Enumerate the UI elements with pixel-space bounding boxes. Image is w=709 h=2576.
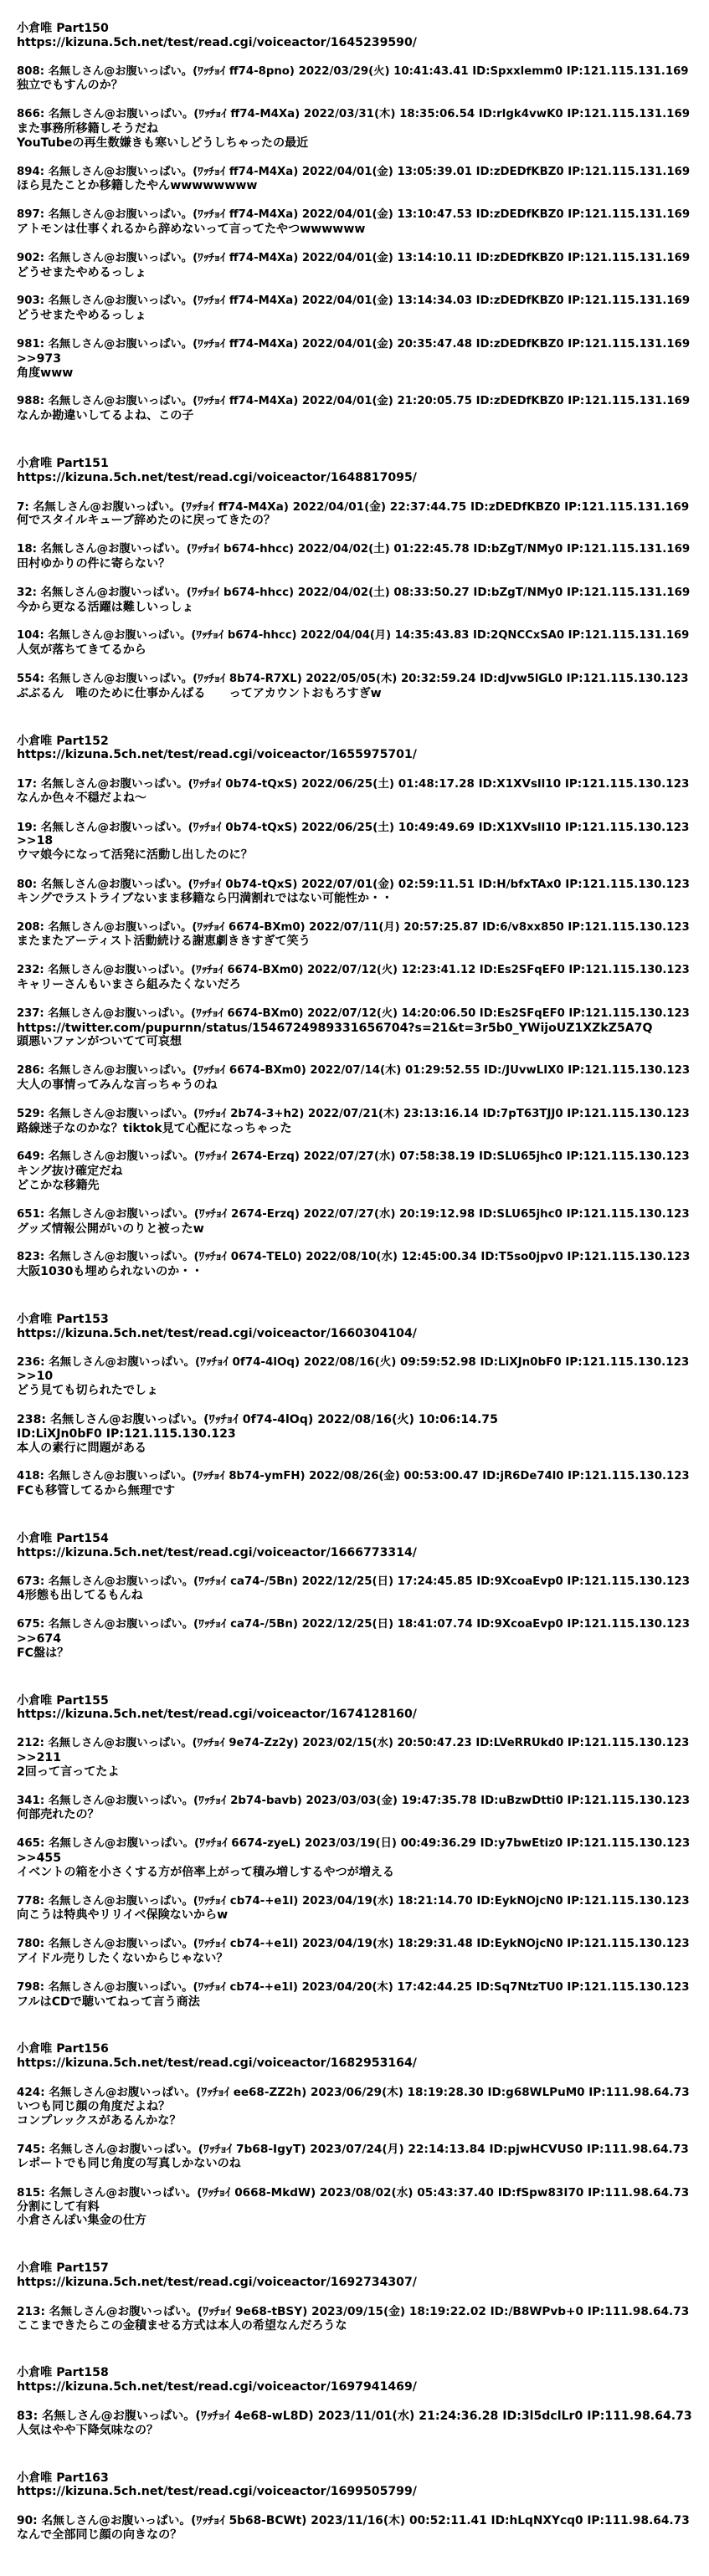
post [17, 1470, 692, 1498]
post-body [17, 122, 692, 151]
thread-title: 小倉唯 Part153 [17, 1313, 109, 1327]
post-line: キング抜け確定だね [17, 1165, 123, 1179]
post-line: コンプレックスがあるんかな？ [17, 2113, 182, 2128]
post-body [17, 2200, 692, 2229]
post-line: キャリーさんもいまさら組みたくないだろ [17, 978, 241, 992]
thread-section [17, 1532, 692, 1661]
thread-url[interactable]: https://kizuna.5ch.net/test/read.cgi/voiceactor/1697941469/ [17, 2380, 417, 2394]
thread-title: 小倉唯 Part152 [17, 734, 109, 748]
post-line: アイドル売りしたくないからじゃない？ [17, 1951, 229, 1965]
post-line: レポートでも同じ角度の写真しかないのね [17, 2157, 241, 2171]
post-body [17, 791, 692, 806]
post-line: FC盤は？ [17, 1646, 69, 1660]
post-body [17, 79, 692, 93]
post-link[interactable]: >>211 [17, 1750, 62, 1764]
thread-section [17, 22, 692, 423]
post-line: キングでラストライブないまま移籍なら円満割れではない可能性か・・ [17, 891, 393, 905]
post-line: どこかな移籍先 [17, 1179, 100, 1193]
post-body [17, 1022, 692, 1050]
post-line: 人気が落ちてきてるから [17, 643, 146, 658]
post-header: 815: 名無しさん@お腹いっぱい。(ﾜｯﾁｮｲ 0668-MkdW) 2023/08/02(水) 05:43:37.40 ID:fSpw83I70 IP:111.98.64.73 [17, 2185, 690, 2200]
post [17, 821, 692, 863]
post-link[interactable]: >>674 [17, 1631, 62, 1646]
post [17, 964, 692, 992]
post-body [17, 1078, 692, 1093]
post-line: YouTubeの再生数嫌きも寒いしどうしちゃったの最近 [17, 136, 309, 150]
post-line: グッズ情報公開がいのりと被ったw [17, 1221, 204, 1236]
post-header: 236: 名無しさん@お腹いっぱい。(ﾜｯﾁｮｲ 0f74-4lOq) 2022/08/16(火) 09:59:52.98 ID:LiXJn0bF0 IP:121.115.130.123 [17, 1355, 690, 1369]
post-line: フルはCDで聴いてねって言う商法 [17, 1995, 200, 2009]
post [17, 166, 692, 194]
post-header: 798: 名無しさん@お腹いっぱい。(ﾜｯﾁｮｲ cb74-+e1l) 2023/04/20(木) 17:42:44.25 ID:Sq7NtzTU0 IP:121.115.130.123 [17, 1980, 690, 1994]
post-header: 554: 名無しさん@お腹いっぱい。(ﾜｯﾁｮｲ 8b74-R7XL) 2022/05/05(木) 20:32:59.24 ID:dJvw5lGL0 IP:121.115.130.123 [17, 672, 689, 685]
post-body [17, 1632, 692, 1661]
post-body [17, 1265, 692, 1279]
thread-url[interactable]: https://kizuna.5ch.net/test/read.cgi/voiceactor/1682953164/ [17, 2056, 417, 2071]
post [17, 252, 692, 280]
thread-title: 小倉唯 Part157 [17, 2261, 109, 2276]
post [17, 1356, 692, 1398]
post [17, 2410, 692, 2438]
post-body [17, 978, 692, 992]
post-header: 232: 名無しさん@お腹いっぱい。(ﾜｯﾁｮｲ 6674-BXm0) 2022/07/12(火) 12:23:41.12 ID:Es2SFqEF0 IP:121.115.130.123 [17, 964, 690, 977]
post-body [17, 2319, 692, 2333]
post-body [17, 1808, 692, 1822]
post-header: 745: 名無しさん@お腹いっぱい。(ﾜｯﾁｮｲ 7b68-IgyT) 2023/07/24(月) 22:14:13.84 ID:pjwHCVUS0 IP:111.98.64.73 [17, 2143, 689, 2157]
post-body [17, 834, 692, 863]
post-header: 894: 名無しさん@お腹いっぱい。(ﾜｯﾁｮｲ ff74-M4Xa) 2022/04/01(金) 13:05:39.01 ID:zDEDfKBZ0 IP:121.115.131.169 [17, 165, 691, 178]
post-line: 路線迷子なのかな？tiktok見て心配になっちゃった [17, 1121, 292, 1135]
thread-url[interactable]: https://kizuna.5ch.net/test/read.cgi/voiceactor/1655975701/ [17, 748, 417, 762]
post-header: 988: 名無しさん@お腹いっぱい。(ﾜｯﾁｮｲ ff74-M4Xa) 2022/04/01(金) 21:20:05.75 ID:zDEDfKBZ0 IP:121.115.131.169 [17, 395, 691, 408]
post [17, 1007, 692, 1049]
post [17, 395, 692, 423]
post-header: 213: 名無しさん@お腹いっぱい。(ﾜｯﾁｮｲ 9e68-tBSY) 2023/09/15(金) 18:19:22.02 ID:/B8WPvb+0 IP:111.98.64.73 [17, 2304, 690, 2318]
post-header: 17: 名無しさん@お腹いっぱい。(ﾜｯﾁｮｲ 0b74-tQxS) 2022/06/25(土) 01:48:17.28 ID:X1XVsll10 IP:121.115.130.123 [17, 777, 690, 791]
thread-url[interactable]: https://kizuna.5ch.net/test/read.cgi/voiceactor/1692734307/ [17, 2276, 417, 2290]
post-line: 今から更なる活躍は難しいっしょ [17, 600, 194, 614]
post [17, 2186, 692, 2228]
post-body [17, 179, 692, 193]
post [17, 500, 692, 529]
post-link[interactable]: >>455 [17, 1851, 62, 1865]
post-line: 何部売れたの？ [17, 1808, 100, 1822]
post [17, 1795, 692, 1823]
post-line: 角度www [17, 366, 74, 380]
post-body [17, 687, 692, 701]
post [17, 2143, 692, 2171]
post [17, 777, 692, 806]
post-header: 19: 名無しさん@お腹いっぱい。(ﾜｯﾁｮｲ 0b74-tQxS) 2022/06/25(土) 10:49:49.69 ID:X1XVsll10 IP:121.115.130.123 [17, 820, 690, 834]
post-link[interactable]: >>973 [17, 351, 62, 366]
post-line: 向こうは特典やリリイベ保険ないからw [17, 1908, 229, 1923]
post-body [17, 2100, 692, 2128]
thread-section [17, 1313, 692, 1498]
post-link[interactable]: >>10 [17, 1370, 54, 1384]
post-header: 237: 名無しさん@お腹いっぱい。(ﾜｯﾁｮｲ 6674-BXm0) 2022/07/12(火) 14:20:06.50 ID:Es2SFqEF0 IP:121.115.130.123 [17, 1006, 690, 1020]
post-header: 529: 名無しさん@お腹いっぱい。(ﾜｯﾁｮｲ 2b74-3+h2) 2022/07/21(木) 23:13:16.14 ID:7pT63TJJ0 IP:121.115.130.123 [17, 1107, 690, 1120]
thread-section [17, 457, 692, 701]
post [17, 338, 692, 380]
post [17, 1895, 692, 1923]
post-body [17, 892, 692, 906]
post-header: 208: 名無しさん@お腹いっぱい。(ﾜｯﾁｮｲ 6674-BXm0) 2022/07/11(月) 20:57:25.87 ID:6/v8xx850 IP:121.115.130.123 [17, 920, 690, 934]
thread-title: 小倉唯 Part156 [17, 2042, 109, 2056]
post [17, 1251, 692, 1279]
post [17, 586, 692, 615]
post-header: 903: 名無しさん@お腹いっぱい。(ﾜｯﾁｮｲ ff74-M4Xa) 2022/04/01(金) 13:14:34.03 ID:zDEDfKBZ0 IP:121.115.131.169 [17, 294, 691, 308]
post-link[interactable]: https://twitter.com/pupurnn/status/1546724989331656704?s=21&t=3r5b0_YWijoUZ1XZkZ5A7Q [17, 1021, 653, 1035]
post-header: 866: 名無しさん@お腹いっぱい。(ﾜｯﾁｮｲ ff74-M4Xa) 2022/03/31(木) 18:35:06.54 ID:rlgk4vwK0 IP:121.115.131.169 [17, 108, 691, 121]
post-header: 465: 名無しさん@お腹いっぱい。(ﾜｯﾁｮｲ 6674-zyeL) 2023/03/19(日) 00:49:36.29 ID:y7bwEtiz0 IP:121.115.130.123 [17, 1837, 691, 1851]
post-header: 32: 名無しさん@お腹いっぱい。(ﾜｯﾁｮｲ b674-hhcc) 2022/04/02(土) 08:33:50.27 ID:bZgT/NMy0 IP:121.115.131.169 [17, 586, 691, 599]
post-body [17, 223, 692, 237]
post-body [17, 1751, 692, 1780]
post-header: 651: 名無しさん@お腹いっぱい。(ﾜｯﾁｮｲ 2674-Erzq) 2022/07/27(水) 20:19:12.98 ID:SLU65jhc0 IP:121.115.130.123 [17, 1207, 690, 1221]
thread-url[interactable]: https://kizuna.5ch.net/test/read.cgi/voiceactor/1699505799/ [17, 2485, 417, 2499]
post-line: またまたアーティスト活動続ける謝恵劇ききすぎて笑う [17, 935, 311, 949]
post [17, 1413, 692, 1455]
post-line: 4形態も出してるもんね [17, 1589, 143, 1603]
post-header: 286: 名無しさん@お腹いっぱい。(ﾜｯﾁｮｲ 6674-BXm0) 2022/07/14(木) 01:29:52.55 ID:/JUvwLIX0 IP:121.115.130.123 [17, 1064, 691, 1078]
post-line: なんか色々不穏だよね～ [17, 791, 147, 805]
post-line: 小倉さんぽい集金の仕方 [17, 2214, 147, 2228]
thread-url[interactable]: https://kizuna.5ch.net/test/read.cgi/voiceactor/1648817095/ [17, 470, 417, 484]
post-header: 897: 名無しさん@お腹いっぱい。(ﾜｯﾁｮｲ ff74-M4Xa) 2022/04/01(金) 13:10:47.53 ID:zDEDfKBZ0 IP:121.115.131.169 [17, 208, 691, 222]
post-header: 808: 名無しさん@お腹いっぱい。(ﾜｯﾁｮｲ ff74-8pno) 2022/03/29(火) 10:41:43.41 ID:Spxxlemm0 IP:121.115.131.169 [17, 64, 689, 78]
post [17, 208, 692, 237]
thread-section [17, 2261, 692, 2333]
post-header: 341: 名無しさん@お腹いっぱい。(ﾜｯﾁｮｲ 2b74-bavb) 2023/03/03(金) 19:47:35.78 ID:uBzwDtti0 IP:121.115.130.123 [17, 1794, 691, 1807]
post-body [17, 409, 692, 423]
post-line: 2回って言ってたよ [17, 1764, 120, 1779]
post [17, 629, 692, 658]
post [17, 65, 692, 94]
post-line: どう見ても切られたでしょ [17, 1384, 159, 1398]
post-header: 238: 名無しさん@お腹いっぱい。(ﾜｯﾁｮｲ 0f74-4lOq) 2022/08/16(火) 10:06:14.75 [17, 1413, 498, 1426]
post-line: いつも同じ顔の角度だよね？ [17, 2099, 171, 2113]
post [17, 1737, 692, 1779]
post-header: 90: 名無しさん@お腹いっぱい。(ﾜｯﾁｮｲ 5b68-BCWt) 2023/11/16(木) 00:52:11.41 ID:hLqNXYcq0 IP:111.98.64.73 [17, 2514, 690, 2528]
post-line: 分割にして有料 [17, 2200, 100, 2214]
post-body [17, 1370, 692, 1398]
post-header: 675: 名無しさん@お腹いっぱい。(ﾜｯﾁｮｲ ca74-/5Bn) 2022/12/25(日) 18:41:07.74 ID:9XcoaEvp0 IP:121.115.130.123 [17, 1618, 690, 1631]
post-header: 212: 名無しさん@お腹いっぱい。(ﾜｯﾁｮｲ 9e74-Zz2y) 2023/02/15(水) 20:50:47.23 ID:LVeRRUkd0 IP:121.115.130.123 [17, 1737, 690, 1750]
post-body [17, 266, 692, 280]
post-body [17, 2424, 692, 2438]
thread-title: 小倉唯 Part150 [17, 22, 109, 35]
post-body [17, 1484, 692, 1498]
post [17, 1981, 692, 2010]
post-body [17, 1222, 692, 1237]
thread-section [17, 2042, 692, 2228]
post-line: アトモンは仕事くれるから辞めないって言ってたやつwwwwww [17, 222, 366, 236]
post-body [17, 1995, 692, 2010]
thread-title: 小倉唯 Part163 [17, 2471, 109, 2485]
thread-title: 小倉唯 Part158 [17, 2366, 109, 2380]
post-line: 何でスタイルキューブ辞めたのに戻ってきたの？ [17, 514, 276, 528]
post [17, 108, 692, 150]
post-line: なんか勘違いしてるよね、この子 [17, 409, 194, 423]
post [17, 543, 692, 571]
thread-url[interactable]: https://kizuna.5ch.net/test/read.cgi/voiceactor/1674128160/ [17, 1708, 417, 1722]
post [17, 1575, 692, 1604]
post-body [17, 309, 692, 323]
post-body [17, 1908, 692, 1923]
post-body [17, 2157, 692, 2171]
post [17, 1108, 692, 1136]
post-body [17, 514, 692, 528]
post-line: 人気はやや下降気味なの？ [17, 2423, 159, 2437]
post-body [17, 2528, 692, 2543]
post-line: どうせまたやめるっしょ [17, 265, 147, 279]
post [17, 921, 692, 950]
thread-url[interactable]: https://kizuna.5ch.net/test/read.cgi/voiceactor/1645239590/ [17, 35, 417, 49]
post-body [17, 352, 692, 381]
post-body [17, 1851, 692, 1880]
post [17, 2086, 692, 2128]
post [17, 294, 692, 323]
post-body [17, 1427, 692, 1456]
post-line: FCも移管してるから無理です [17, 1484, 176, 1498]
post-header: 981: 名無しさん@お腹いっぱい。(ﾜｯﾁｮｲ ff74-M4Xa) 2022/04/01(金) 20:35:47.48 ID:zDEDfKBZ0 IP:121.115.131.169 [17, 337, 691, 351]
post-line: ここまできたらこの金積ませる方式は本人の希望なんだろうな [17, 2318, 347, 2333]
post-header: 418: 名無しさん@お腹いっぱい。(ﾜｯﾁｮｲ 8b74-ymFH) 2022/08/26(金) 00:53:00.47 ID:jR6De74l0 IP:121.115.130.123 [17, 1470, 690, 1483]
post-header: 83: 名無しさん@お腹いっぱい。(ﾜｯﾁｮｲ 4e68-wL8D) 2023/11/01(水) 21:24:36.28 ID:3l5dclLr0 IP:111.98.64.73 [17, 2410, 692, 2424]
post-header: 649: 名無しさん@お腹いっぱい。(ﾜｯﾁｮｲ 2674-Erzq) 2022/07/27(水) 07:58:38.19 ID:SLU65jhc0 IP:121.115.130.123 [17, 1150, 690, 1164]
post [17, 2305, 692, 2333]
post-header: 7: 名無しさん@お腹いっぱい。(ﾜｯﾁｮｲ ff74-M4Xa) 2022/04/01(金) 22:37:44.75 ID:zDEDfKBZ0 IP:121.115.131.169 [17, 499, 690, 514]
post-line: 独立でもすんのか？ [17, 79, 123, 93]
post-body [17, 1952, 692, 1966]
post-line: 本人の素行に問題がある [17, 1441, 147, 1455]
post [17, 1150, 692, 1192]
post-line: また事務所移籍しそうだね [17, 121, 159, 136]
thread-section [17, 735, 692, 1280]
post [17, 1938, 692, 1966]
post-line: ウマ娘今になって活発に活動し出したのに？ [17, 848, 253, 863]
post-body [17, 557, 692, 571]
post [17, 1618, 692, 1660]
post-link[interactable]: >>18 [17, 834, 54, 848]
post-line: 田村ゆかりの件に寄らない？ [17, 556, 171, 571]
post-line: なんで全部同じ顔の向きなの？ [17, 2528, 182, 2543]
post-header: 80: 名無しさん@お腹いっぱい。(ﾜｯﾁｮｲ 0b74-tQxS) 2022/07/01(金) 02:59:11.51 ID:H/bfxTAx0 IP:121.115.130.123 [17, 878, 690, 892]
post [17, 2514, 692, 2543]
post-header: 902: 名無しさん@お腹いっぱい。(ﾜｯﾁｮｲ ff74-M4Xa) 2022/04/01(金) 13:14:10.11 ID:zDEDfKBZ0 IP:121.115.131.169 [17, 251, 691, 264]
post [17, 1208, 692, 1237]
post [17, 1837, 692, 1879]
post-line: ほら見たことか移籍したやんwwwwwwww [17, 179, 258, 193]
post-line: 大人の事情ってみんな言っちゃうのね [17, 1078, 218, 1093]
thread-title: 小倉唯 Part155 [17, 1693, 109, 1708]
thread-title: 小倉唯 Part154 [17, 1531, 109, 1545]
post-line: ID:LiXJn0bF0 IP:121.115.130.123 [17, 1426, 236, 1441]
post-body [17, 1589, 692, 1603]
post [17, 878, 692, 906]
post-header: 18: 名無しさん@お腹いっぱい。(ﾜｯﾁｮｲ b674-hhcc) 2022/04/02(土) 01:22:45.78 ID:bZgT/NMy0 IP:121.115.131.169 [17, 543, 691, 556]
post-line: ぶぶるん 唯のために仕事かんばる ってアカウントおもろすぎw [17, 686, 382, 700]
post [17, 1064, 692, 1093]
thread-section [17, 2471, 692, 2543]
thread-url[interactable]: https://kizuna.5ch.net/test/read.cgi/voiceactor/1666773314/ [17, 1545, 417, 1559]
post-body [17, 643, 692, 658]
post-body [17, 935, 692, 949]
post-header: 823: 名無しさん@お腹いっぱい。(ﾜｯﾁｮｲ 0674-TEL0) 2022/08/10(水) 12:45:00.34 ID:T5so0jpv0 IP:121.115.130.123 [17, 1251, 691, 1264]
thread-url[interactable]: https://kizuna.5ch.net/test/read.cgi/voiceactor/1660304104/ [17, 1326, 417, 1340]
post-line: 大阪1030も埋められないのか・・ [17, 1265, 203, 1279]
post-header: 778: 名無しさん@お腹いっぱい。(ﾜｯﾁｮｲ cb74-+e1l) 2023/04/19(水) 18:21:14.70 ID:EykNOjcN0 IP:121.115.130.123 [17, 1894, 690, 1908]
post-line: 頭悪いファンがついてて可哀想 [17, 1035, 182, 1049]
post-body [17, 1165, 692, 1193]
post-header: 673: 名無しさん@お腹いっぱい。(ﾜｯﾁｮｲ ca74-/5Bn) 2022/12/25(日) 17:24:45.85 ID:9XcoaEvp0 IP:121.115.130.123 [17, 1575, 690, 1588]
post [17, 673, 692, 701]
post-body [17, 601, 692, 615]
post-header: 780: 名無しさん@お腹いっぱい。(ﾜｯﾁｮｲ cb74-+e1l) 2023/04/19(水) 18:29:31.48 ID:EykNOjcN0 IP:121.115.130.123 [17, 1938, 690, 1951]
thread-section [17, 2366, 692, 2437]
thread-section [17, 1694, 692, 2010]
thread-title: 小倉唯 Part151 [17, 456, 109, 470]
post-header: 104: 名無しさん@お腹いっぱい。(ﾜｯﾁｮｲ b674-hhcc) 2022/04/04(月) 14:35:43.83 ID:2QNCCxSA0 IP:121.115.131.169 [17, 629, 690, 643]
post-body [17, 1122, 692, 1136]
post-line: イベントの箱を小さくする方が倍率上がって積み増しするやつが増える [17, 1865, 394, 1879]
post-line: どうせまたやめるっしょ [17, 309, 147, 323]
post-header: 424: 名無しさん@お腹いっぱい。(ﾜｯﾁｮｲ ee68-ZZ2h) 2023/06/29(木) 18:19:28.30 ID:g68WLPuM0 IP:111.98.64.73 [17, 2085, 690, 2099]
